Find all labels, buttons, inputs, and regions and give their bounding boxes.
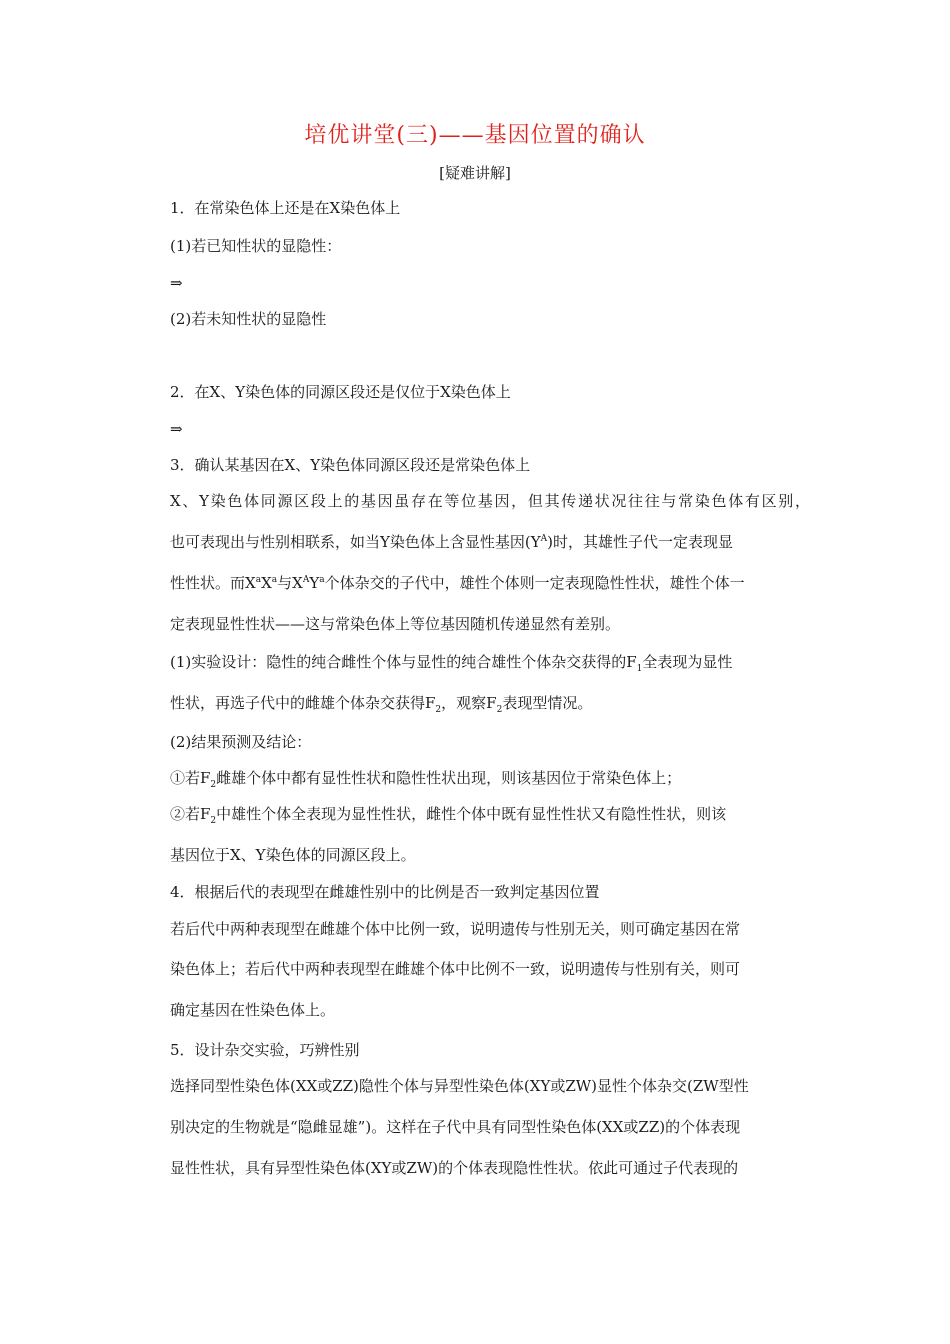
paragraph-line: 确定基因在性染色体上。 xyxy=(170,1001,336,1019)
paragraph-line: 染色体上；若后代中两种表现型在雌雄个体中比例不一致，说明遗传与性别有关，则可 xyxy=(170,960,741,978)
paragraph-line: ②若$F_2$中雄性个体全表现为显性性状，雌性个体中既有显性性状又有隐性性状，则该 xyxy=(170,805,727,826)
heading-3: 3．确认某基因在X、Y染色体同源区段还是常染色体上 xyxy=(170,456,531,474)
paragraph-line: ①若$F_2$雌雄个体中都有显性性状和隐性性状出现，则该基因位于常染色体上； xyxy=(170,769,682,790)
paragraph-line: 也可表现出与性别相联系，如当Y染色体上含显性基因$(Y^A)$时，其雄性子代一定表现显 xyxy=(170,533,734,551)
paragraph-line: X、Y染色体同源区段上的基因虽存在等位基因，但其传递状况往往与常染色体有区别， xyxy=(170,492,810,510)
heading-1: 1．在常染色体上还是在X染色体上 xyxy=(170,199,401,217)
paragraph-line: 性状，再选子代中的雌雄个体杂交获得$F_2$，观察$F_2$表现型情况。 xyxy=(170,694,593,715)
arrow-symbol: ⇒ xyxy=(170,420,183,438)
paragraph-line: 选择同型性染色体(XX或ZZ)隐性个体与异型性染色体(XY或ZW)显性个体杂交(ZW型性 xyxy=(170,1077,749,1095)
heading-2: 2．在X、Y染色体的同源区段还是仅位于X染色体上 xyxy=(170,383,511,401)
page-title: 培优讲堂(三)——基因位置的确认 xyxy=(304,123,646,148)
paragraph-line: 性性状。而$X^aX^a$与$X^AY^a$个体杂交的子代中，雄性个体则一定表现隐性性状，雄性个体一 xyxy=(170,574,745,592)
arrow-symbol: ⇒ xyxy=(170,274,183,292)
paragraph-line: (2)结果预测及结论： xyxy=(170,733,312,751)
paragraph-line: (2)若未知性状的显隐性 xyxy=(170,310,327,328)
paragraph-line: 定表现显性性状——这与常染色体上等位基因随机传递显然有差别。 xyxy=(170,615,621,633)
heading-5: 5．设计杂交实验，巧辨性别 xyxy=(170,1041,360,1059)
paragraph-line: 若后代中两种表现型在雌雄个体中比例一致，说明遗传与性别无关，则可确定基因在常 xyxy=(170,920,741,938)
paragraph-line: 显性性状，具有异型性染色体(XY或ZW)的个体表现隐性性状。依此可通过子代表现的 xyxy=(170,1159,739,1177)
section-label: [疑难讲解] xyxy=(439,164,511,182)
paragraph-line: (1)若已知性状的显隐性： xyxy=(170,237,342,255)
paragraph-line: (1)实验设计：隐性的纯合雌性个体与显性的纯合雄性个体杂交获得的$F_1$全表现为显性 xyxy=(170,653,733,674)
paragraph-line: 基因位于X、Y染色体的同源区段上。 xyxy=(170,846,416,864)
paragraph-line: 别决定的生物就是“隐雌显雄”)。这样在子代中具有同型性染色体(XX或ZZ)的个体表现 xyxy=(170,1118,741,1136)
heading-4: 4．根据后代的表现型在雌雄性别中的比例是否一致判定基因位置 xyxy=(170,883,600,901)
